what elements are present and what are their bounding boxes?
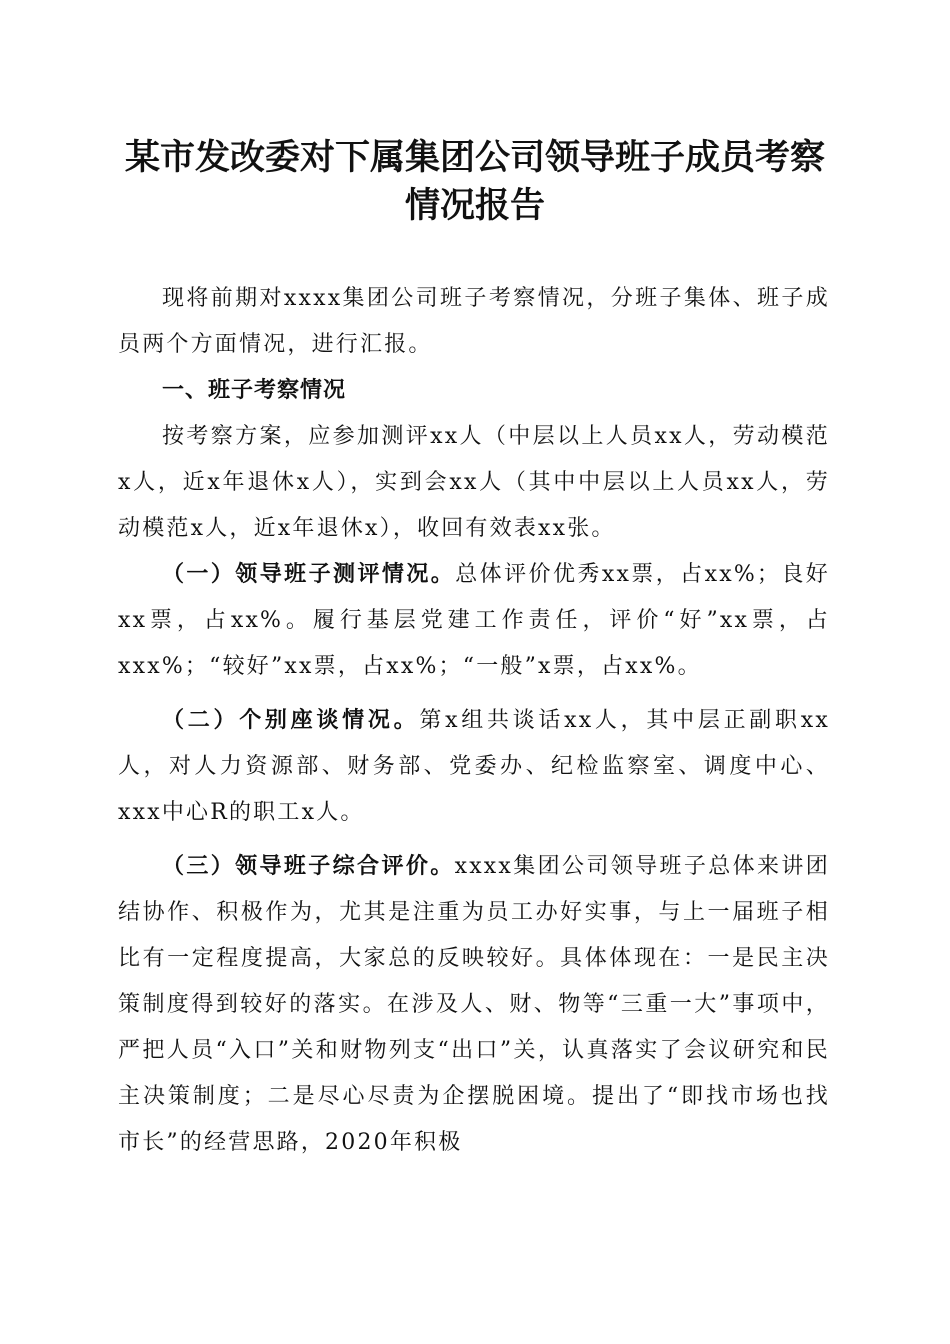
paragraph-spacer bbox=[118, 836, 830, 844]
subsection2-text: 第x组共谈话xx人，其中层正副职xx人，对人力资源部、财务部、党委办、纪检监察室、调度中心、xxx中心R的职工x人。 bbox=[118, 708, 830, 825]
document-title-line2: 情况报告 bbox=[404, 185, 545, 226]
subsection3-lead: （三）领导班子综合评价。 bbox=[162, 854, 455, 879]
subsection1-text: 总体评价优秀xx票，占xx%；良好xx票，占xx%。履行基层党建工作责任，评价“好”xx票，占xxx%；“较好”xx票，占xx%；“一般”x票，占xx%。 bbox=[118, 562, 830, 679]
section1-heading: 一、班子考察情况 bbox=[162, 378, 347, 403]
subsection1-lead: （一）领导班子测评情况。 bbox=[162, 562, 456, 587]
paragraph-spacer bbox=[118, 690, 830, 698]
document-title-line1: 某市发改委对下属集团公司领导班子成员考察 bbox=[124, 137, 825, 178]
subsection3-text: xxxx集团公司领导班子总体来讲团结协作、积极作为，尤其是注重为员工办好实事，与上一届班子相比有一定程度提高，大家总的反映较好。具体体现在：一是民主决策制度得到较好的落实。在涉及人、财、物等“三重一大”事项中，严把人员“入口”关和财物列支“出口”关，认真落实了会议研究和民主决策制度；二是尽心尽责为企摆脱困境。提出了“即找市场也找市长”的经营思路，2020年积极 bbox=[118, 854, 830, 1155]
subsection2-paragraph bbox=[118, 698, 830, 836]
subsection2-lead: （二）个别座谈情况。 bbox=[162, 708, 420, 733]
intro-paragraph: 现将前期对xxxx集团公司班子考察情况，分班子集体、班子成员两个方面情况，进行汇报。 bbox=[118, 286, 830, 357]
subsection1-paragraph bbox=[118, 552, 830, 690]
document-body bbox=[118, 276, 830, 1166]
section1-paragraph: 按考察方案，应参加测评xx人（中层以上人员xx人，劳动模范x人，近x年退休x人），实到会xx人（其中中层以上人员xx人，劳动模范x人，近x年退休x），收回有效表xx张。 bbox=[118, 424, 830, 541]
subsection3-paragraph bbox=[118, 844, 830, 1166]
